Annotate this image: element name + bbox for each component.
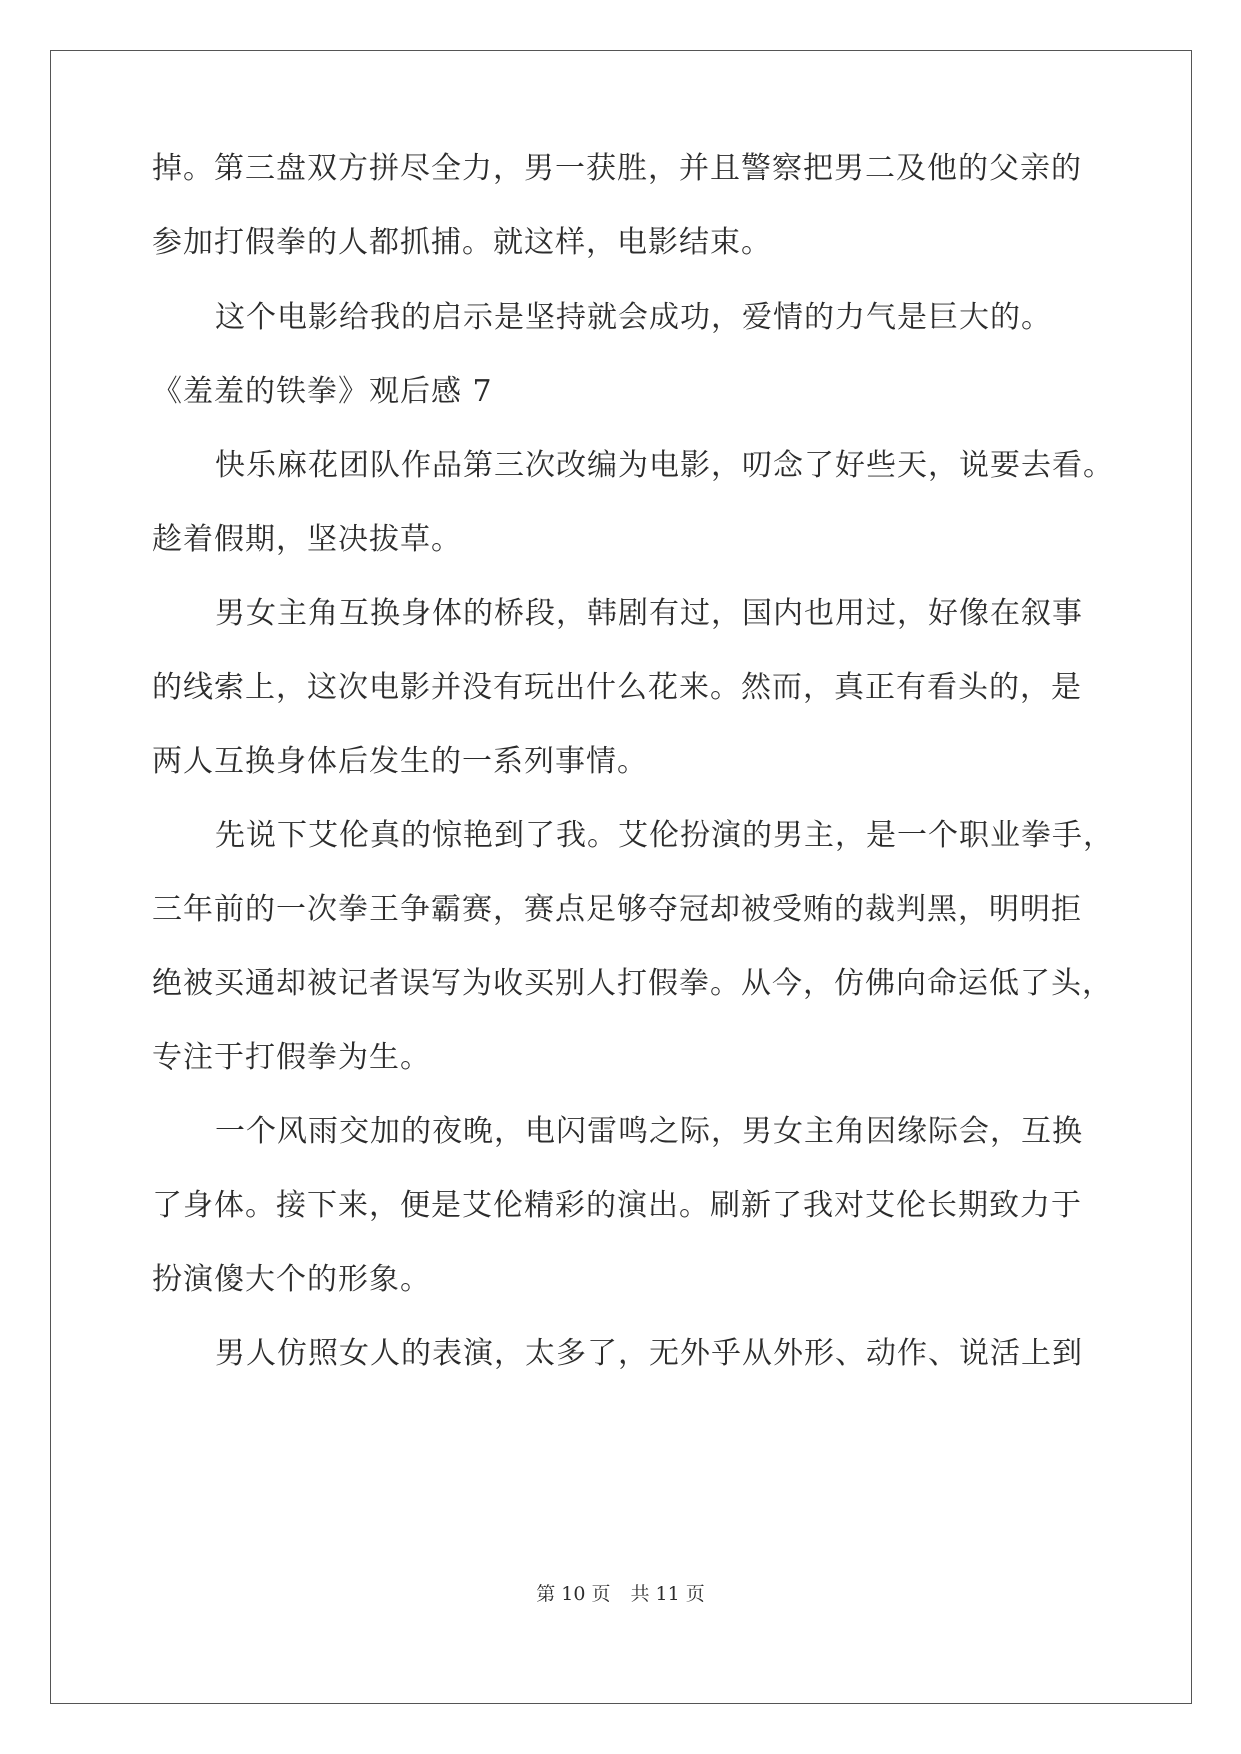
paragraph-line: 男人仿照女人的表演，太多了，无外乎从外形、动作、说活上到 [215, 1336, 1083, 1371]
text-line: 的线索上，这次电影并没有玩出什么花来。然而，真正有看头的，是 [152, 670, 1082, 705]
paragraph-line: 一个风雨交加的夜晚，电闪雷鸣之际，男女主角因缘际会，互换 [215, 1114, 1083, 1149]
page-total: 共 11 页 [630, 1583, 705, 1605]
page-number: 第 10 页 [536, 1583, 611, 1605]
section-heading: 《羞羞的铁拳》观后感 7 [152, 374, 493, 409]
text-line: 三年前的一次拳王争霸赛，赛点足够夺冠却被受贿的裁判黑，明明拒 [152, 892, 1082, 927]
text-line: 了身体。接下来，便是艾伦精彩的演出。刷新了我对艾伦长期致力于 [152, 1188, 1082, 1223]
paragraph-line: 快乐麻花团队作品第三次改编为电影，叨念了好些天，说要去看。 [215, 448, 1114, 483]
text-line: 参加打假拳的人都抓捕。就这样，电影结束。 [152, 225, 772, 260]
text-line: 趁着假期，坚决拔草。 [152, 522, 462, 557]
text-line: 掉。第三盘双方拼尽全力，男一获胜，并且警察把男二及他的父亲的 [152, 151, 1082, 186]
text-line: 专注于打假拳为生。 [152, 1040, 431, 1075]
paragraph-line: 这个电影给我的启示是坚持就会成功，爱情的力气是巨大的。 [215, 300, 1052, 335]
page-footer [0, 1582, 1241, 1606]
text-line: 两人互换身体后发生的一系列事情。 [152, 744, 648, 779]
paragraph-line: 男女主角互换身体的桥段，韩剧有过，国内也用过，好像在叙事 [215, 596, 1083, 631]
text-line: 扮演傻大个的形象。 [152, 1262, 431, 1297]
paragraph-line: 先说下艾伦真的惊艳到了我。艾伦扮演的男主，是一个职业拳手， [215, 818, 1114, 853]
text-line: 绝被买通却被记者误写为收买别人打假拳。从今，仿佛向命运低了头， [152, 966, 1113, 1001]
